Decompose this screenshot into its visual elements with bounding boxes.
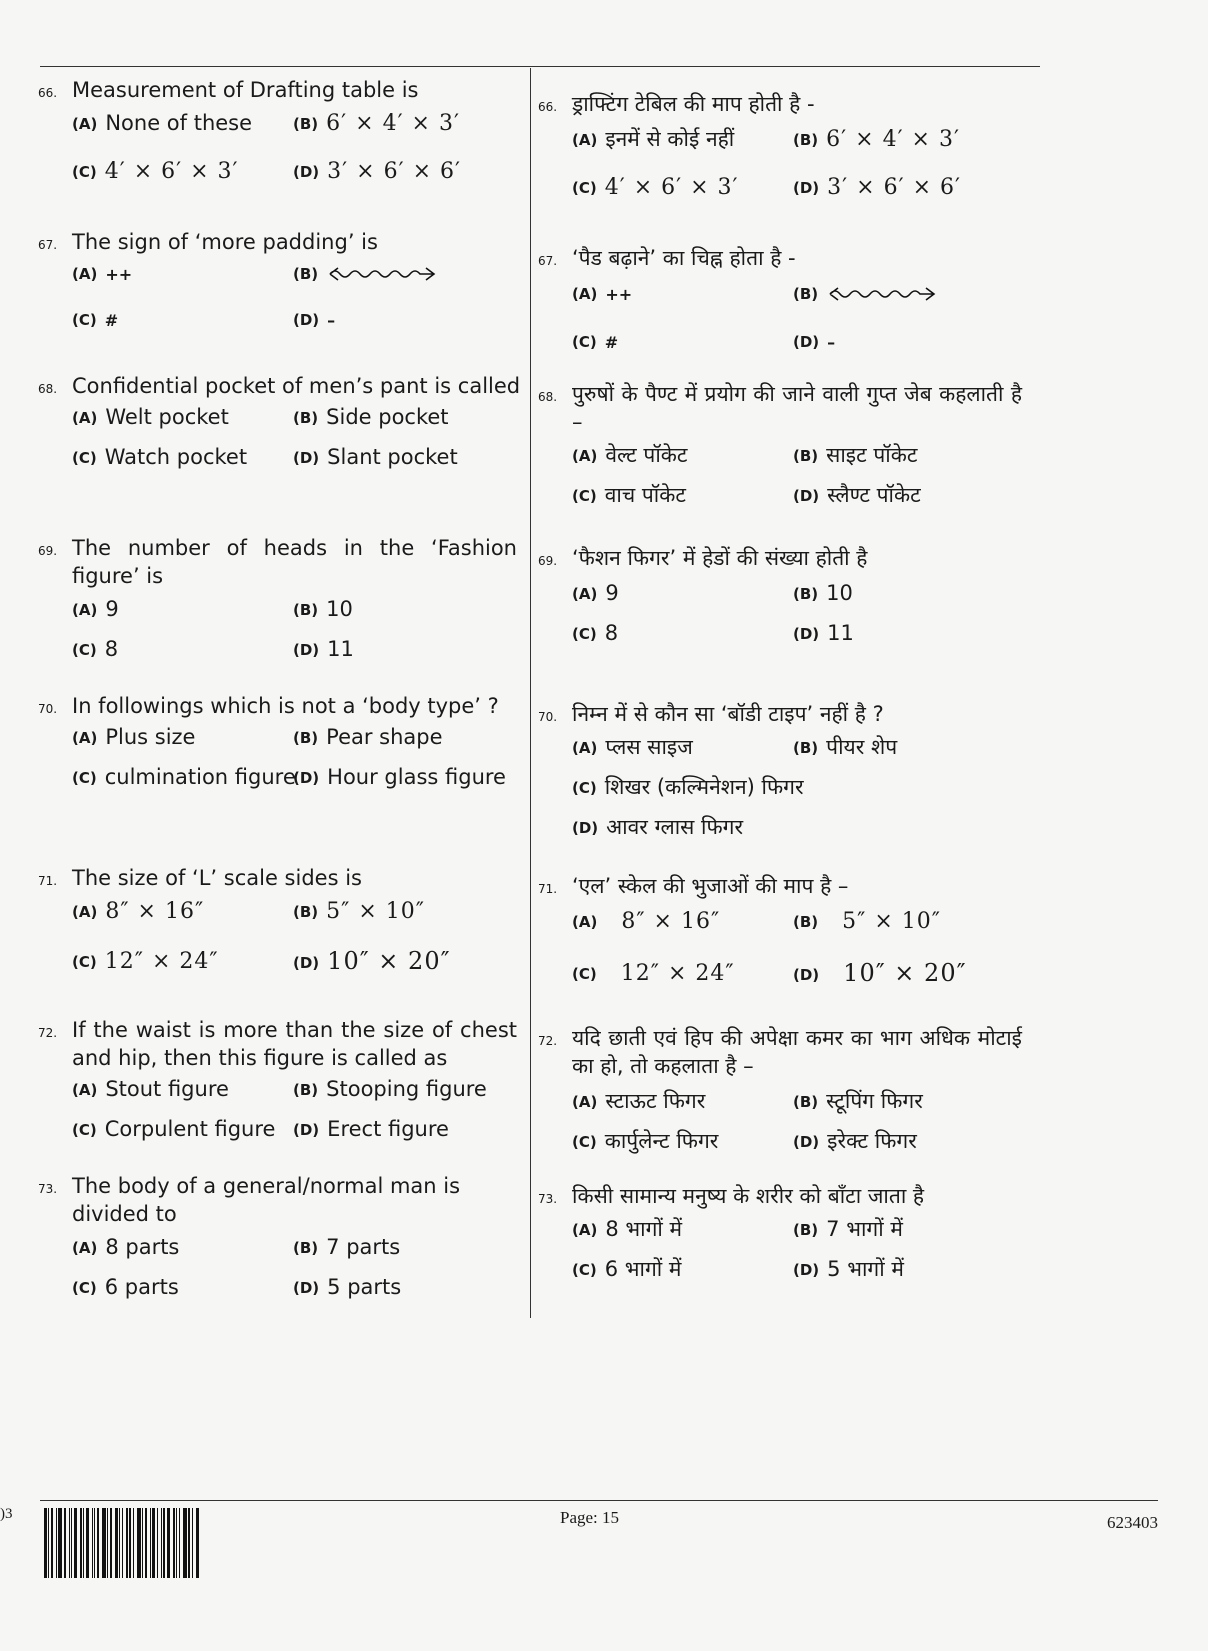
option-a: (A) 9 [72, 597, 119, 621]
barcode-stripe [122, 1508, 123, 1578]
option-d: (D) 10″ × 20″ [793, 959, 967, 987]
option-b: (B) 6′ × 4′ × 3′ [793, 127, 960, 152]
barcode-stripe [69, 1508, 70, 1578]
barcode [44, 1508, 240, 1578]
barcode-stripe [150, 1508, 151, 1578]
option-a: (A) प्लस साइज [572, 735, 693, 759]
barcode-stripe [179, 1508, 180, 1578]
barcode-stripe [80, 1508, 82, 1578]
barcode-stripe [71, 1508, 72, 1578]
barcode-stripe [92, 1508, 93, 1578]
option-d: (D) स्लैण्ट पॉकेट [793, 483, 921, 507]
barcode-stripe [137, 1508, 141, 1578]
question-70-hi: 70. निम्न में से कौन सा ‘बॉडी टाइप’ नहीं है ? (A) प्लस साइज (B) पीयर शेप (C) शिखर (कल्मिनेशन) फिगर (D) आवर ग्लास फिगर [538, 700, 1028, 852]
option-c: (C) # [72, 311, 119, 330]
wavy-arrow-icon [326, 264, 441, 284]
option-c: (C) 8 [72, 637, 119, 661]
option-c: (C) वाच पॉकेट [572, 483, 686, 507]
option-c: (C) शिखर (कल्मिनेशन) फिगर [572, 775, 804, 799]
barcode-stripe [142, 1508, 143, 1578]
question-73-en: 73. The body of a general/normal man is divided to (A) 8 parts (B) 7 parts (C) 6 parts (D) 5 parts [38, 1172, 523, 1312]
option-a: (A) 8″ × 16″ [572, 909, 721, 934]
option-b: (B) Stooping figure [293, 1077, 487, 1101]
wavy-arrow-icon [826, 284, 941, 304]
barcode-stripe [110, 1508, 112, 1578]
barcode-stripe [97, 1508, 99, 1578]
option-b: (B) स्टूपिंग फिगर [793, 1089, 923, 1113]
barcode-stripe [129, 1508, 131, 1578]
option-c: (C) 6 भागों में [572, 1257, 682, 1281]
question-66-en [38, 76, 523, 196]
option-d: (D) 10″ × 20″ [293, 947, 451, 975]
option-b: (B) 7 भागों में [793, 1217, 903, 1241]
barcode-stripe [196, 1508, 199, 1578]
option-b: (B) Pear shape [293, 725, 443, 749]
barcode-stripe [56, 1508, 57, 1578]
barcode-stripe [102, 1508, 106, 1578]
question-69-en: 69. The number of heads in the ‘Fashion figure’ is (A) 9 (B) 10 (C) 8 (D) 11 [38, 534, 523, 674]
question-68-en: 68. Confidential pocket of men’s pant is called (A) Welt pocket (B) Side pocket (C) Watch pocket (D) Slant pocket [38, 372, 523, 482]
question-71-hi: 71. ‘एल’ स्केल की भुजाओं की माप है – (A) 8″ × 16″ (B) 5″ × 10″ (C) 12″ × 24″ (D) 10″ × 20″ [538, 872, 1028, 998]
barcode-stripe [64, 1508, 66, 1578]
barcode-stripe [83, 1508, 84, 1578]
barcode-stripe [133, 1508, 134, 1578]
question-71-en: 71. The size of ‘L’ scale sides is (A) 8″ × 16″ (B) 5″ × 10″ (C) 12″ × 24″ (D) 10″ × 20″ [38, 864, 523, 986]
barcode-stripe [152, 1508, 155, 1578]
page-number: Page: 15 [560, 1508, 620, 1527]
barcode-stripe [107, 1508, 108, 1578]
option-a: (A) Stout figure [72, 1077, 229, 1101]
option-c: (C) कार्पुलेन्ट फिगर [572, 1129, 719, 1153]
question-68-hi: 68. पुरुषों के पैण्ट में प्रयोग की जाने वाली गुप्त जेब कहलाती है – (A) वेल्ट पॉकेट (B) साइट पॉकेट (C) वाच पॉकेट (D) स्लैण्ट पॉकेट [538, 380, 1028, 520]
barcode-stripe [44, 1508, 47, 1578]
option-c: (C) 12″ × 24″ [72, 949, 219, 974]
question-70-en: 70. In followings which is not a ‘body type’ ? (A) Plus size (B) Pear shape (C) culmination figure (D) Hour glass figure [38, 692, 523, 802]
option-d: (D) Erect figure [293, 1117, 449, 1141]
option-b: (B) Side pocket [293, 405, 449, 429]
barcode-stripe [157, 1508, 158, 1578]
question-73-hi: 73. किसी सामान्य मनुष्य के शरीर को बाँटा जाता है (A) 8 भागों में (B) 7 भागों में (C) 6 भागों में (D) 5 भागों में [538, 1182, 1028, 1294]
barcode-stripe [119, 1508, 120, 1578]
column-divider [530, 68, 531, 1318]
top-rule [40, 66, 1040, 67]
option-c: (C) 4′ × 6′ × 3′ [72, 159, 239, 184]
option-d: (D) Hour glass figure [293, 765, 506, 789]
option-d: (D) आवर ग्लास फिगर [572, 815, 744, 839]
option-b: (B) साइट पॉकेट [793, 443, 918, 467]
question-67-hi: 67. ‘पैड बढ़ाने’ का चिह्न होता है - (A) ++ (B) (C) # (D) – [538, 244, 1028, 366]
edge-text: )3 [0, 1506, 13, 1522]
barcode-stripe [176, 1508, 177, 1578]
option-d: (D) 11 [793, 621, 854, 645]
barcode-stripe [126, 1508, 128, 1578]
barcode-stripe [163, 1508, 165, 1578]
question-72-hi: 72. यदि छाती एवं हिप की अपेक्षा कमर का भाग अधिक मोटाई का हो, तो कहलाता है – (A) स्टाऊट फिगर (B) स्टूपिंग फिगर (C) कार्पुलेन्ट फिगर (D) इरेक्ट फिगर [538, 1024, 1028, 1166]
question-text: Measurement of Drafting table is [72, 78, 419, 102]
option-c: (C) culmination figure [72, 765, 296, 789]
option-b: (B) [293, 258, 441, 289]
option-d: (D) इरेक्ट फिगर [793, 1129, 917, 1153]
footer-rule [40, 1500, 1158, 1501]
barcode-stripe [188, 1508, 190, 1578]
option-a: (A) ++ [572, 285, 633, 304]
option-d: (D) 5 भागों में [793, 1257, 904, 1281]
option-c: (C) 12″ × 24″ [572, 961, 735, 986]
barcode-stripe [51, 1508, 53, 1578]
option-a: (A) वेल्ट पॉकेट [572, 443, 688, 467]
option-b: (B) 7 parts [293, 1235, 401, 1259]
option-d: (D) 3′ × 6′ × 6′ [793, 175, 961, 200]
option-c: (C) 4′ × 6′ × 3′ [572, 175, 739, 200]
barcode-stripe [145, 1508, 147, 1578]
option-d: (D) – [293, 311, 336, 330]
paper-code: 623403 [1107, 1513, 1158, 1532]
option-a: (A) इनमें से कोई नहीं [572, 127, 735, 151]
option-d: (D) 5 parts [293, 1275, 402, 1299]
barcode-stripe [48, 1508, 49, 1578]
option-b: (B) 5″ × 10″ [293, 899, 426, 924]
option-a: (A) 8 parts [72, 1235, 180, 1259]
barcode-stripe [115, 1508, 118, 1578]
barcode-stripe [167, 1508, 170, 1578]
option-d: (D) 11 [293, 637, 354, 661]
option-d: (D) 3′ × 6′ × 6′ [293, 159, 461, 184]
option-a: (A) Welt pocket [72, 405, 229, 429]
option-a: (A) 8″ × 16″ [72, 899, 205, 924]
option-a: (A) 9 [572, 581, 619, 605]
option-a: (A) None of these [72, 111, 253, 135]
option-d: (D) Slant pocket [293, 445, 458, 469]
option-c: (C) Watch pocket [72, 445, 248, 469]
question-number: 66. [38, 86, 58, 100]
option-a: (A) 8 भागों में [572, 1217, 683, 1241]
option-d: (D) – [793, 333, 836, 352]
barcode-stripe [86, 1508, 89, 1578]
option-b: (B) 6′ × 4′ × 3′ [293, 111, 460, 136]
barcode-stripe [94, 1508, 95, 1578]
option-c: (C) 8 [572, 621, 619, 645]
barcode-stripe [74, 1508, 77, 1578]
option-b: (B) पीयर शेप [793, 735, 898, 759]
option-b: (B) 10 [793, 581, 853, 605]
option-b: (B) 10 [293, 597, 353, 621]
barcode-stripe [161, 1508, 162, 1578]
barcode-stripe [183, 1508, 187, 1578]
option-a: (A) स्टाऊट फिगर [572, 1089, 706, 1113]
barcode-stripe [58, 1508, 62, 1578]
option-b: (B) 5″ × 10″ [793, 909, 942, 934]
option-c: (C) # [572, 333, 619, 352]
barcode-stripe [173, 1508, 175, 1578]
option-c: (C) 6 parts [72, 1275, 179, 1299]
option-c: (C) Corpulent figure [72, 1117, 276, 1141]
question-69-hi: 69. ‘फैशन फिगर’ में हेडों की संख्या होती है (A) 9 (B) 10 (C) 8 (D) 11 [538, 544, 1028, 658]
option-a: (A) Plus size [72, 725, 196, 749]
option-b: (B) [793, 278, 941, 309]
question-72-en: 72. If the waist is more than the size of chest and hip, then this figure is called as (A) Stout figure (B) Stooping figure (C) Corpulent figure (D) Erect figure [38, 1016, 523, 1154]
option-a: (A) ++ [72, 265, 133, 284]
question-67-en: 67. The sign of ‘more padding’ is (A) ++ (B) (C) # (D) – [38, 228, 523, 344]
barcode-stripe [192, 1508, 193, 1578]
question-66-hi: 66. ड्राफ्टिंग टेबिल की माप होती है - (A) इनमें से कोई नहीं (B) 6′ × 4′ × 3′ (C) 4′ × 6′ × 3′ (D) 3′ × 6′ × 6′ [538, 90, 1028, 212]
